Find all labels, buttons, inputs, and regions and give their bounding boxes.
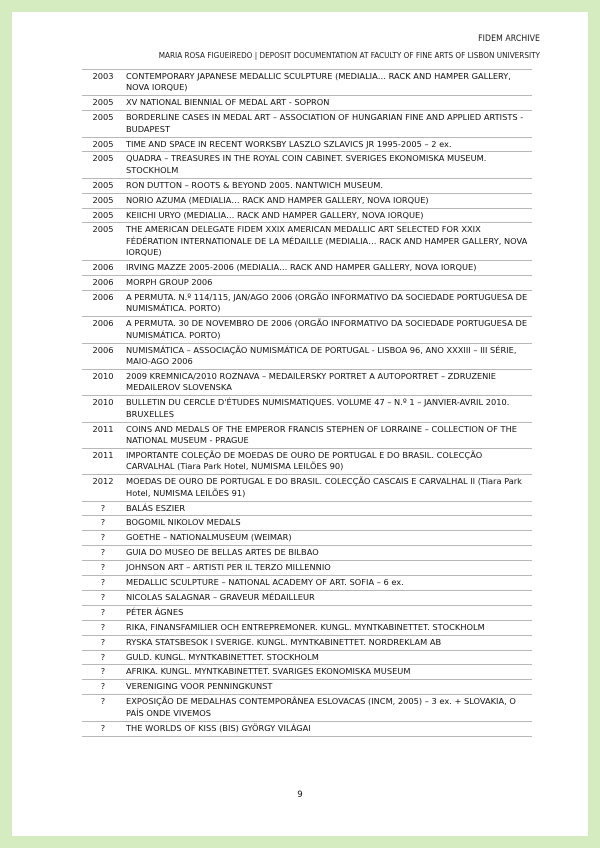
row-year: ? [82,695,124,721]
row-year: ? [82,680,124,695]
row-year: ? [82,516,124,531]
row-title: EXPOSIÇÃO DE MEDALHAS CONTEMPORÂNEA ESLOVACAS (INCM, 2005) – 3 ex. + SLOVAKIA, O PAÍS ONDE VIVEMOS [124,695,532,721]
row-title: CONTEMPORARY JAPANESE MEDALLIC SCULPTURE (MEDIALIA… RACK AND HAMPER GALLERY, NOVA IORQUE) [124,70,532,96]
row-title: IMPORTANTE COLEÇÃO DE MOEDAS DE OURO DE PORTUGAL E DO BRASIL. COLECÇÃO CARVALHAL (Tiara Park Hotel, NUMISMA LEILÕES 90) [124,448,532,474]
table-row [82,152,532,178]
archive-label: FIDEM ARCHIVE [478,34,540,44]
row-title: GULD. KUNGL. MYNTKABINETTET. STOCKHOLM [124,650,532,665]
row-title: NICOLAS SALAGNAR – GRAVEUR MÉDAILLEUR [124,590,532,605]
page-number: 9 [297,790,303,800]
row-year: 2010 [82,396,124,422]
table-row [82,137,532,152]
row-year: 2012 [82,475,124,501]
row-title: COINS AND MEDALS OF THE EMPEROR FRANCIS STEPHEN OF LORRAINE – COLLECTION OF THE NATIONAL MUSEUM - PRAGUE [124,422,532,448]
row-year: ? [82,721,124,736]
table-row [82,193,532,208]
table-row [82,665,532,680]
row-title: BULLETIN DU CERCLE D'ÉTUDES NUMISMATIQUES. VOLUME 47 – N.º 1 – JANVIER-AVRIL 2010. BRUXELLES [124,396,532,422]
row-title: TIME AND SPACE IN RECENT WORKSBY LASZLO SZLAVICS JR 1995-2005 – 2 ex. [124,137,532,152]
row-title: BORDERLINE CASES IN MEDAL ART – ASSOCIATION OF HUNGARIAN FINE AND APPLIED ARTISTS - BUDAPEST [124,111,532,137]
table-row [82,680,532,695]
table-row [82,590,532,605]
row-title: RIKA, FINANSFAMILIER OCH ENTREPREMONER. KUNGL. MYNTKABINETTET. STOCKHOLM [124,620,532,635]
row-title: MOEDAS DE OURO DE PORTUGAL E DO BRASIL. COLECÇÃO CASCAIS E CARVALHAL II (Tiara Park Hotel, NUMISMA LEILÕES 91) [124,475,532,501]
document-page [12,12,588,836]
row-title: XV NATIONAL BIENNIAL OF MEDAL ART - SOPRON [124,96,532,111]
table-row [82,422,532,448]
row-title: VERENIGING VOOR PENNINGKUNST [124,680,532,695]
row-title: GOETHE – NATIONALMUSEUM (WEIMAR) [124,531,532,546]
table-row [82,561,532,576]
row-year: 2005 [82,137,124,152]
table-row [82,369,532,395]
row-year: 2011 [82,448,124,474]
page-header [159,34,540,60]
row-year: 2006 [82,317,124,343]
header-subtitle: MARIA ROSA FIGUEIREDO | DEPOSIT DOCUMENTATION AT FACULTY OF FINE ARTS OF LISBON UNIVERSITY [158,50,540,60]
table-row [82,291,532,317]
table-row [82,276,532,291]
row-title: QUADRA – TREASURES IN THE ROYAL COIN CABINET. SVERIGES EKONOMISKA MUSEUM. STOCKHOLM [124,152,532,178]
row-year: ? [82,605,124,620]
catalogue-table-body [82,70,532,737]
table-row [82,448,532,474]
table-row [82,111,532,137]
row-title: 2009 KREMNICA/2010 ROZNAVA – MEDAILERSKY PORTRET A AUTOPORTRET – ZDRUZENIE MEDAILEROV SLOVENSKA [124,369,532,395]
row-title: IRVING MAZZE 2005-2006 (MEDIALIA… RACK AND HAMPER GALLERY, NOVA IORQUE) [124,261,532,276]
row-year: 2011 [82,422,124,448]
table-row [82,650,532,665]
row-year: ? [82,576,124,591]
row-year: 2005 [82,96,124,111]
table-row [82,531,532,546]
row-year: 2005 [82,193,124,208]
table-row [82,516,532,531]
table-row [82,261,532,276]
row-title: BOGOMIL NIKOLOV MEDALS [124,516,532,531]
row-year: 2003 [82,70,124,96]
table-row [82,721,532,736]
catalogue-table [82,69,532,737]
row-year: 2010 [82,369,124,395]
row-title: BALÁS ESZIER [124,501,532,516]
table-row [82,635,532,650]
row-year: ? [82,635,124,650]
row-title: THE WORLDS OF KISS (BIS) GYÖRGY VILÁGAI [124,721,532,736]
table-row [82,223,532,261]
row-year: ? [82,620,124,635]
table-row [82,605,532,620]
row-year: ? [82,665,124,680]
row-year: 2005 [82,152,124,178]
row-title: GUIA DO MUSEO DE BELLAS ARTES DE BILBAO [124,546,532,561]
row-year: 2006 [82,261,124,276]
row-year: ? [82,650,124,665]
row-title: RON DUTTON – ROOTS & BEYOND 2005. NANTWICH MUSEUM. [124,178,532,193]
table-row [82,576,532,591]
row-year: ? [82,546,124,561]
table-row [82,546,532,561]
row-year: 2006 [82,276,124,291]
row-year: ? [82,501,124,516]
row-title: THE AMERICAN DELEGATE FIDEM XXIX AMERICAN MEDALLIC ART SELECTED FOR XXIX FÉDÉRATION INTERNATIONALE DE LA MÉDAILLE (MEDIALIA… RACK AND HAMPER GALLERY, NOVA IORQUE) [124,223,532,261]
row-year: 2005 [82,223,124,261]
row-title: MORPH GROUP 2006 [124,276,532,291]
row-title: A PERMUTA. 30 DE NOVEMBRO DE 2006 (ORGÃO INFORMATIVO DA SOCIEDADE PORTUGUESA DE NUMISMÁTICA. PORTO) [124,317,532,343]
row-year: 2005 [82,111,124,137]
row-year: ? [82,531,124,546]
row-year: ? [82,590,124,605]
row-title: NUMISMÁTICA – ASSOCIAÇÃO NUMISMÁTICA DE PORTUGAL - LISBOA 96, ANO XXXIII – III SÉRIE, MAIO-AGO 2006 [124,343,532,369]
table-row [82,620,532,635]
table-row [82,501,532,516]
row-year: ? [82,561,124,576]
table-row [82,396,532,422]
row-year: 2006 [82,343,124,369]
table-row [82,343,532,369]
table-row [82,96,532,111]
row-title: MEDALLIC SCULPTURE – NATIONAL ACADEMY OF ART. SOFIA – 6 ex. [124,576,532,591]
row-title: JOHNSON ART – ARTISTI PER IL TERZO MILLENNIO [124,561,532,576]
table-row [82,178,532,193]
row-title: A PERMUTA. N.º 114/115, JAN/AGO 2006 (ORGÃO INFORMATIVO DA SOCIEDADE PORTUGUESA DE NUMISMÁTICA. PORTO) [124,291,532,317]
row-title: KEIICHI URYO (MEDIALIA… RACK AND HAMPER GALLERY, NOVA IORQUE) [124,208,532,223]
row-year: 2005 [82,178,124,193]
table-row [82,70,532,96]
table-row [82,695,532,721]
row-title: AFRIKA. KUNGL. MYNTKABINETTET. SVARIGES EKONOMISKA MUSEUM [124,665,532,680]
row-title: RYSKA STATSBESOK I SVERIGE. KUNGL. MYNTKABINETTET. NORDREKLAM AB [124,635,532,650]
row-title: NORIO AZUMA (MEDIALIA… RACK AND HAMPER GALLERY, NOVA IORQUE) [124,193,532,208]
row-year: 2006 [82,291,124,317]
table-row [82,208,532,223]
table-row [82,317,532,343]
row-year: 2005 [82,208,124,223]
table-row [82,475,532,501]
row-title: PÉTER ÁGNES [124,605,532,620]
